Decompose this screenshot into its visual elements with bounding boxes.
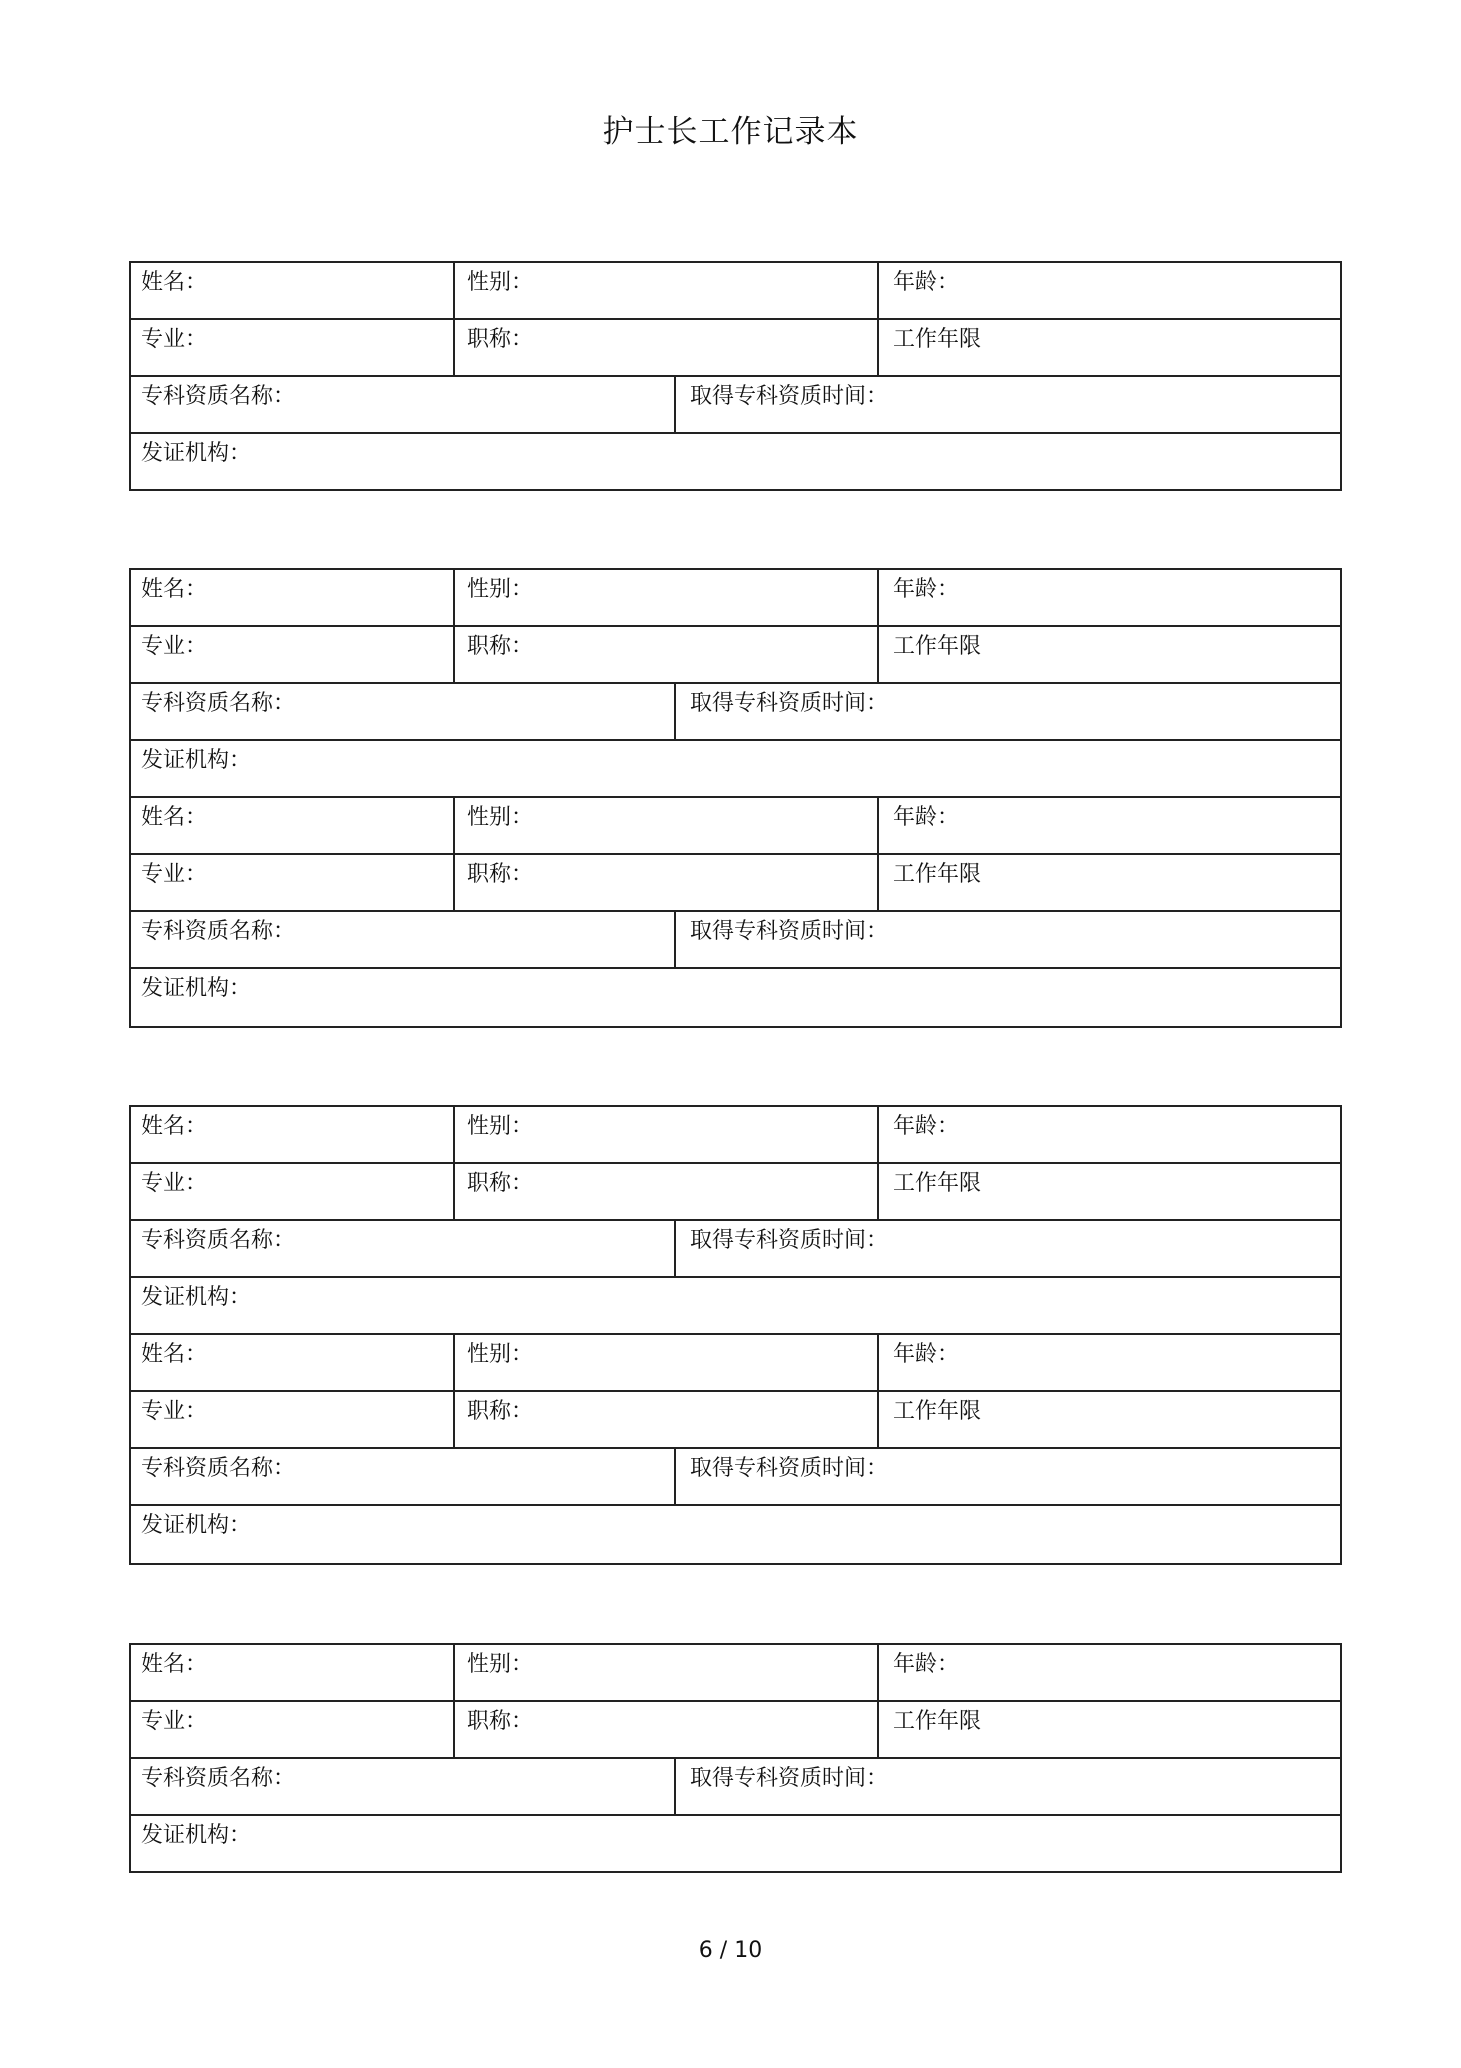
qualification-name-label: 专科资质名称： xyxy=(141,1456,296,1481)
gender-label: 性别： xyxy=(453,798,877,853)
issuer-label: 发证机构： xyxy=(141,441,252,466)
table-row xyxy=(131,1645,1340,1700)
qualification-name-label: 专科资质名称： xyxy=(141,384,296,409)
qualification-name-label: 专科资质名称： xyxy=(141,1228,296,1253)
issuer-label: 发证机构： xyxy=(141,1285,252,1310)
record-table-2 xyxy=(129,568,1342,1028)
qualification-name-label: 专科资质名称： xyxy=(141,1766,296,1791)
name-label: 姓名： xyxy=(141,805,208,830)
age-label: 年龄： xyxy=(877,1107,1340,1162)
table-row xyxy=(131,1757,1340,1814)
job-title-label: 职称： xyxy=(453,627,877,682)
work-years-label: 工作年限 xyxy=(877,1702,1340,1757)
major-label: 专业： xyxy=(141,327,208,352)
table-row xyxy=(131,1219,1340,1276)
issuer-label: 发证机构： xyxy=(141,1823,252,1848)
work-years-label: 工作年限 xyxy=(877,627,1340,682)
table-row xyxy=(131,1504,1340,1561)
table-row xyxy=(131,432,1340,489)
table-row xyxy=(131,910,1340,967)
table-row xyxy=(131,967,1340,1024)
table-row xyxy=(131,570,1340,625)
issuer-label: 发证机构： xyxy=(141,1513,252,1538)
page-title: 护士长工作记录本 xyxy=(602,114,859,150)
gender-label: 性别： xyxy=(453,1645,877,1700)
name-label: 姓名： xyxy=(141,270,208,295)
gender-label: 性别： xyxy=(453,1107,877,1162)
table-row xyxy=(131,263,1340,318)
table-row xyxy=(131,1447,1340,1504)
record-table-3 xyxy=(129,1105,1342,1565)
table-row xyxy=(131,1390,1340,1447)
name-label: 姓名： xyxy=(141,1114,208,1139)
qualification-time-label: 取得专科资质时间： xyxy=(674,912,1340,967)
table-row xyxy=(131,1700,1340,1757)
age-label: 年龄： xyxy=(877,263,1340,318)
table-row xyxy=(131,1107,1340,1162)
qualification-time-label: 取得专科资质时间： xyxy=(674,1759,1340,1814)
table-row xyxy=(131,682,1340,739)
work-years-label: 工作年限 xyxy=(877,855,1340,910)
issuer-label: 发证机构： xyxy=(141,748,252,773)
table-row xyxy=(131,1162,1340,1219)
table-row xyxy=(131,625,1340,682)
work-years-label: 工作年限 xyxy=(877,320,1340,375)
job-title-label: 职称： xyxy=(453,320,877,375)
age-label: 年龄： xyxy=(877,570,1340,625)
job-title-label: 职称： xyxy=(453,855,877,910)
name-label: 姓名： xyxy=(141,1652,208,1677)
page-number: 6 / 10 xyxy=(698,1938,763,1963)
qualification-name-label: 专科资质名称： xyxy=(141,919,296,944)
job-title-label: 职称： xyxy=(453,1702,877,1757)
qualification-time-label: 取得专科资质时间： xyxy=(674,1221,1340,1276)
job-title-label: 职称： xyxy=(453,1164,877,1219)
table-row xyxy=(131,1333,1340,1390)
major-label: 专业： xyxy=(141,1399,208,1424)
table-row xyxy=(131,1276,1340,1333)
major-label: 专业： xyxy=(141,862,208,887)
qualification-name-label: 专科资质名称： xyxy=(141,691,296,716)
issuer-label: 发证机构： xyxy=(141,976,252,1001)
work-years-label: 工作年限 xyxy=(877,1392,1340,1447)
age-label: 年龄： xyxy=(877,1645,1340,1700)
major-label: 专业： xyxy=(141,1171,208,1196)
table-row xyxy=(131,853,1340,910)
record-table-4 xyxy=(129,1643,1342,1873)
name-label: 姓名： xyxy=(141,577,208,602)
qualification-time-label: 取得专科资质时间： xyxy=(674,377,1340,432)
gender-label: 性别： xyxy=(453,1335,877,1390)
major-label: 专业： xyxy=(141,1709,208,1734)
qualification-time-label: 取得专科资质时间： xyxy=(674,1449,1340,1504)
gender-label: 性别： xyxy=(453,570,877,625)
table-row xyxy=(131,375,1340,432)
age-label: 年龄： xyxy=(877,1335,1340,1390)
gender-label: 性别： xyxy=(453,263,877,318)
table-row xyxy=(131,1814,1340,1871)
table-row xyxy=(131,739,1340,796)
qualification-time-label: 取得专科资质时间： xyxy=(674,684,1340,739)
age-label: 年龄： xyxy=(877,798,1340,853)
table-row xyxy=(131,796,1340,853)
name-label: 姓名： xyxy=(141,1342,208,1367)
table-row xyxy=(131,318,1340,375)
major-label: 专业： xyxy=(141,634,208,659)
record-table-1 xyxy=(129,261,1342,491)
work-years-label: 工作年限 xyxy=(877,1164,1340,1219)
job-title-label: 职称： xyxy=(453,1392,877,1447)
